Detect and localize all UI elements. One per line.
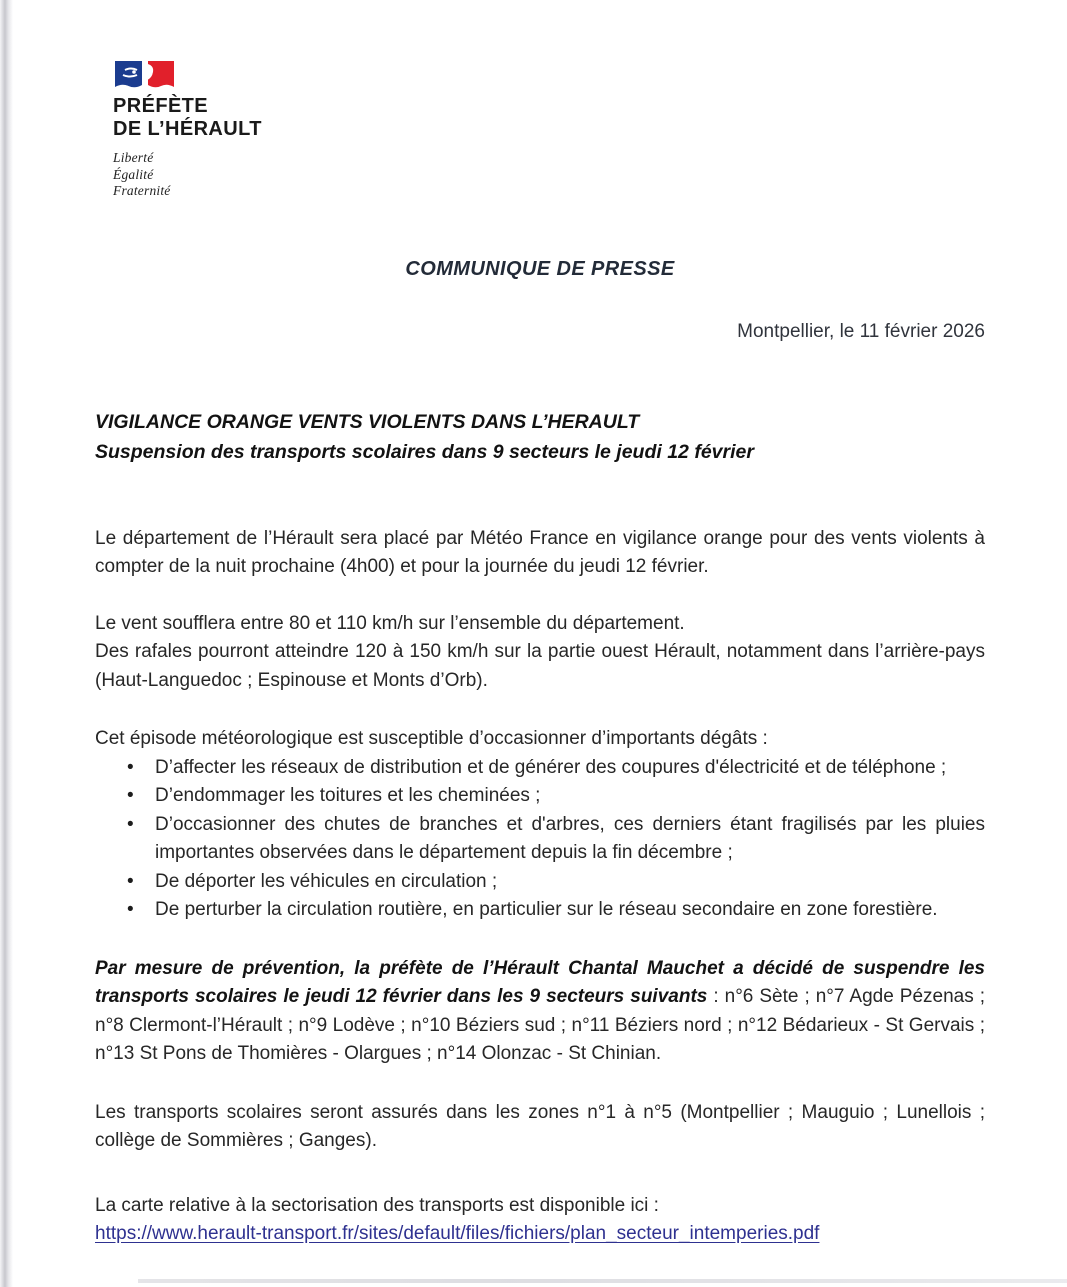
motto-fraternite: Fraternité — [113, 183, 171, 198]
paragraph-map — [95, 1192, 985, 1249]
bullet-item: • D’occasionner des chutes de branches et d'arbres, ces derniers étant fragilisés par les pluies importantes observées dans le département depuis la fin décembre ; — [95, 811, 985, 868]
motto-egalite: Égalité — [113, 166, 154, 182]
paragraph-damage-intro: Cet épisode météorologique est susceptible d’occasionner d’importants dégâts : — [95, 728, 768, 749]
french-flag-icon — [113, 60, 177, 90]
press-release-page — [95, 0, 985, 1249]
subheadline: Suspension des transports scolaires dans 9 secteurs le jeudi 12 février — [95, 440, 754, 463]
paragraph-wind-line1: Le vent soufflera entre 80 et 110 km/h sur l’ensemble du département. — [95, 612, 685, 634]
sector-map-link[interactable]: https://www.herault-transport.fr/sites/default/files/fichiers/plan_secteur_intemperies.pdf — [95, 1223, 820, 1244]
bullet-item: • D’affecter les réseaux de distribution et de générer des coupures d'électricité et de téléphone ; — [95, 754, 985, 783]
bullet-item: • D’endommager les toitures et les cheminées ; — [95, 782, 985, 811]
press-release-title: COMMUNIQUE DE PRESSE — [405, 257, 675, 280]
scan-bottom-edge — [138, 1279, 1067, 1283]
paragraph-intro: Le département de l’Hérault sera placé par Météo France en vigilance orange pour des vents violents à compter de la nuit prochaine (4h00) et pour la journée du jeudi 12 février. — [95, 527, 985, 577]
org-name-line1: PRÉFÈTE — [113, 95, 209, 117]
bullet-item: • De déporter les véhicules en circulation ; — [95, 868, 985, 897]
motto-liberte: Liberté — [113, 150, 154, 165]
paragraph-wind — [95, 610, 985, 696]
headline-block — [95, 407, 985, 467]
damage-bullet-list — [95, 754, 985, 925]
prefecture-logo-block — [113, 60, 985, 200]
headline: VIGILANCE ORANGE VENTS VIOLENTS DANS L’HERAULT — [95, 410, 640, 433]
org-name-line2: DE L’HÉRAULT — [113, 118, 262, 140]
paragraph-map-text: La carte relative à la sectorisation des transports est disponible ici : — [95, 1194, 659, 1216]
motto — [113, 150, 985, 200]
paragraph-suspension-bold: Par mesure de prévention, la préfète de l’Hérault Chantal Mauchet a décidé de suspendre les transports scolaires le jeudi 12 février dans les 9 secteurs suivants — [95, 957, 985, 1007]
paragraph-suspension — [95, 955, 985, 1069]
scan-left-edge — [0, 0, 13, 1287]
dateline: Montpellier, le 11 février 2026 — [737, 320, 985, 342]
bullet-item: • De perturber la circulation routière, en particulier sur le réseau secondaire en zone forestière. — [95, 896, 985, 925]
paragraph-suspension-rest: : n°6 Sète ; n°7 Agde Pézenas ; n°8 Clermont-l’Hérault ; n°9 Lodève ; n°10 Béziers sud ; n°11 Béziers nord ; n°12 Bédarieux - St Gervais ; n°13 St Pons de Thomières - Olargues ; n°14 Olonzac - St Chinian. — [95, 986, 985, 1064]
paragraph-wind-line2: Des rafales pourront atteindre 120 à 150 km/h sur la partie ouest Hérault, notamment dans l’arrière-pays (Haut-Languedoc ; Espinouse et Monts d’Orb). — [95, 641, 985, 691]
paragraph-assured-zones: Les transports scolaires seront assurés dans les zones n°1 à n°5 (Montpellier ; Mauguio ; Lunellois ; collège de Sommières ; Ganges). — [95, 1101, 985, 1151]
